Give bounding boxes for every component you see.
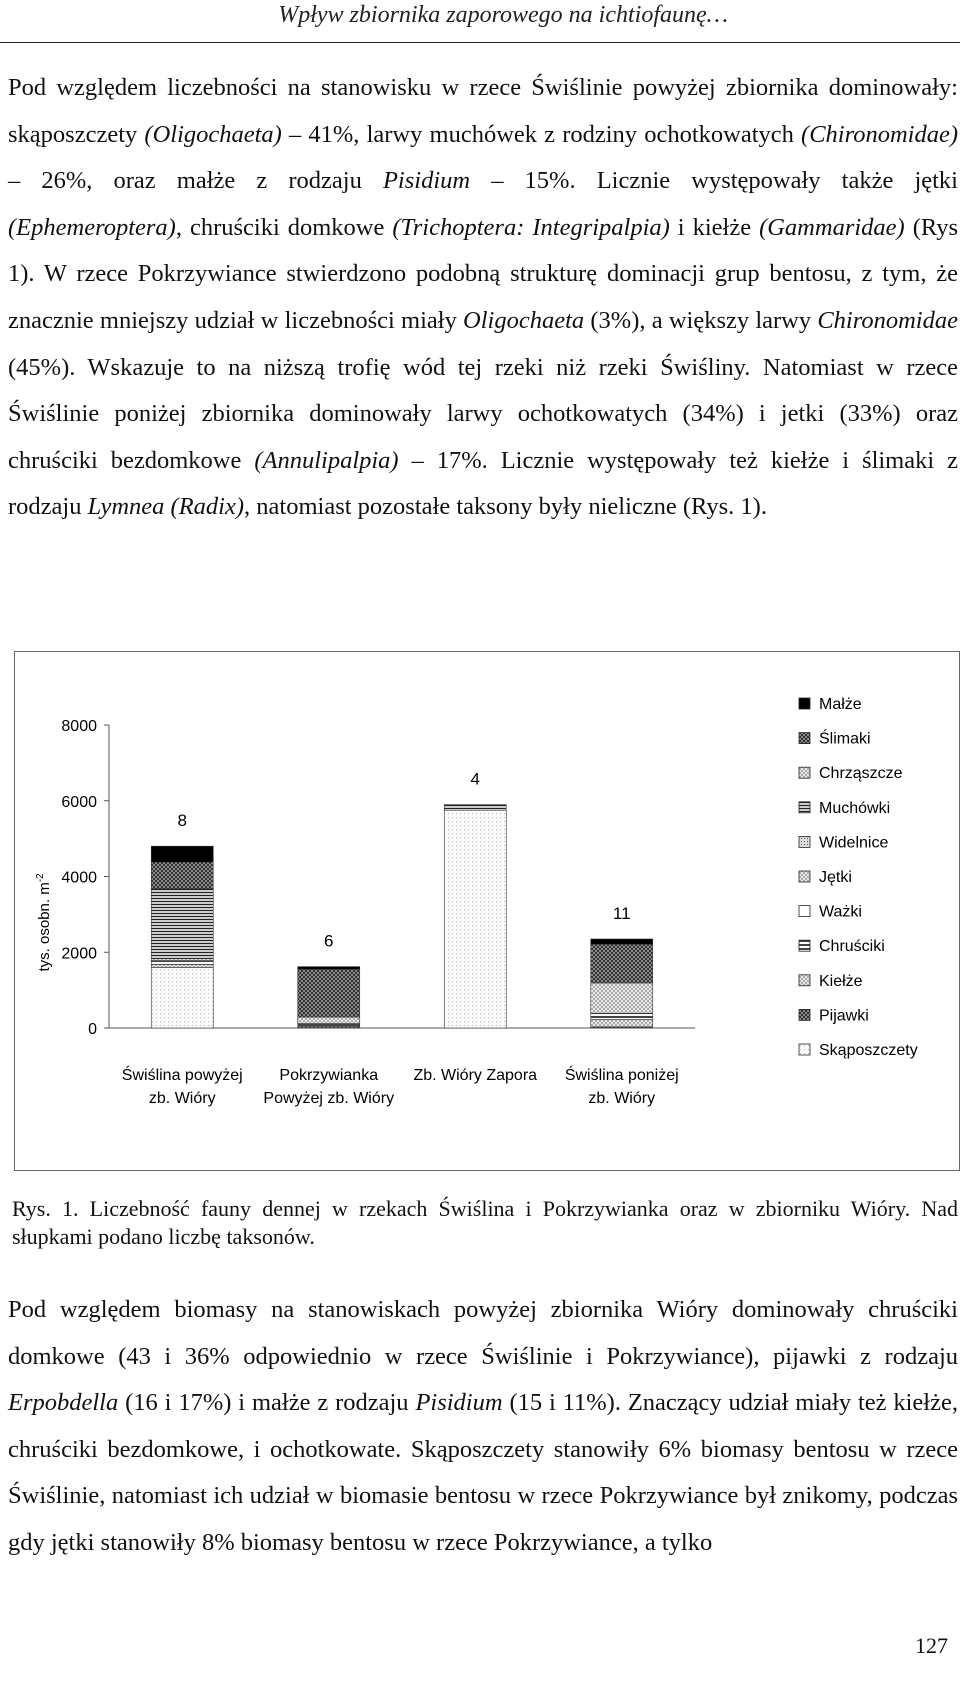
bar-segment bbox=[151, 961, 213, 965]
running-title: Wpływ zbiornika zaporowego na ichtiofaunę… bbox=[278, 2, 728, 28]
para1-run: (Gammaridae) bbox=[759, 213, 905, 241]
y-tick-label: 8000 bbox=[61, 718, 97, 735]
bar-segment bbox=[591, 1013, 653, 1019]
para1-run: Pisidium bbox=[382, 167, 471, 195]
paragraph-1 bbox=[8, 65, 958, 531]
bar-segment bbox=[298, 969, 360, 1017]
x-category-label: Zb. Wióry Zapora bbox=[413, 1067, 538, 1084]
taxa-count-label: 6 bbox=[324, 931, 334, 951]
para1-run: (Trichoptera: Integripalpia) bbox=[392, 213, 670, 241]
para1-run: Pod względem liczebności na stanowisku w rzece Świślinie powyżej zbiornika dominowały: skąposzczety bbox=[8, 74, 958, 148]
page-header bbox=[0, 0, 960, 43]
para1-run: , chruściki domkowe bbox=[175, 213, 393, 241]
figure-caption: Rys. 1. Liczebność fauny dennej w rzekach Świślina i Pokrzywianka oraz w zbiorniku Wióry. Nad słupkami podano liczbę taksonów. bbox=[12, 1196, 958, 1249]
bar-segment bbox=[151, 846, 213, 862]
legend-label: Ważki bbox=[819, 903, 862, 921]
para1-run: (Chironomidae) bbox=[801, 120, 958, 148]
taxa-count-label: 4 bbox=[470, 769, 480, 789]
para2-run: Pod względem biomasy na stanowiskach powyżej zbiornika Wióry dominowały chruściki domkowe (43 i 36% odpowiednio w rzece Świślinie i Pokrzywiance), pijawki z rodzaju bbox=[8, 1296, 958, 1370]
para1-run: , natomiast pozostałe taksony były nieliczne (Rys. 1). bbox=[244, 493, 767, 521]
legend-label: Pijawki bbox=[819, 1007, 869, 1025]
legend-swatch bbox=[799, 1009, 810, 1020]
legend-swatch bbox=[799, 733, 810, 744]
x-category-label: Pokrzywianka bbox=[279, 1067, 379, 1084]
legend-swatch bbox=[799, 871, 810, 882]
paragraph-2 bbox=[8, 1287, 958, 1567]
legend-label: Muchówki bbox=[819, 799, 891, 817]
legend-label: Ślimaki bbox=[819, 730, 871, 748]
y-tick-label: 2000 bbox=[61, 945, 97, 963]
page-number: 127 bbox=[915, 1633, 948, 1658]
legend-swatch bbox=[799, 698, 810, 709]
para1-run: (Ephemeroptera) bbox=[8, 213, 176, 241]
y-tick-label: 6000 bbox=[61, 793, 97, 811]
para1-run: i kiełże bbox=[669, 213, 760, 241]
bar-segment bbox=[298, 1023, 360, 1026]
y-axis-label: tys. osobn. $m^{-2}$ bbox=[35, 873, 53, 972]
legend-swatch bbox=[799, 906, 810, 917]
para1-run: Chironomidae bbox=[817, 306, 958, 334]
bar-segment bbox=[151, 862, 213, 889]
para1-run: (Annulipalpia) bbox=[254, 446, 399, 474]
para1-run: Lymnea (Radix) bbox=[87, 493, 245, 521]
bar-segment bbox=[151, 967, 213, 1028]
legend-label: Skąposzczety bbox=[819, 1042, 918, 1059]
para2-run: (15 i 11%). Znaczący udział miały też kiełże, chruściki bezdomkowe, i ochotkowate. Skąposzczety stanowiły 6% biomasy bentosu w rzece Świślinie, natomiast ich udział w biomasie bentosu w rzece Pokrzywiance był znikomy, podczas gdy jętki stanowiły 8% biomasy bentosu w rzece Pokrzywiance, a tylko bbox=[8, 1389, 958, 1556]
x-category-label: zb. Wióry bbox=[588, 1090, 656, 1107]
legend-label: Jętki bbox=[819, 869, 852, 886]
para1-run: (Oligochaeta) bbox=[144, 120, 282, 148]
legend-swatch bbox=[799, 940, 810, 951]
bar-segment bbox=[444, 805, 506, 811]
para1-run: – 41%, larwy muchówek z rodziny ochotkowatych bbox=[281, 120, 802, 148]
para1-run: – 26%, oraz małże z rodzaju bbox=[8, 167, 383, 195]
stacked-bar-chart bbox=[15, 652, 960, 1172]
figure-1 bbox=[14, 651, 960, 1171]
x-category-label: Powyżej zb. Wióry bbox=[263, 1090, 395, 1107]
y-tick-label: 0 bbox=[88, 1021, 97, 1038]
para1-run: Oligochaeta bbox=[463, 306, 585, 334]
bar-segment bbox=[151, 889, 213, 959]
legend-swatch bbox=[799, 836, 810, 847]
para2-run: Pisidium bbox=[415, 1389, 503, 1417]
bar-segment bbox=[591, 939, 653, 944]
bar-segment bbox=[298, 967, 360, 970]
para2-run: (16 i 17%) i małże z rodzaju bbox=[118, 1389, 416, 1417]
legend-label: Małże bbox=[819, 696, 862, 713]
bar-segment bbox=[591, 983, 653, 1013]
legend-swatch bbox=[799, 802, 810, 813]
bar-segment bbox=[591, 1019, 653, 1027]
legend-swatch bbox=[799, 1044, 810, 1055]
legend-label: Widelnice bbox=[819, 834, 889, 852]
para1-run: (3%), a większy larwy bbox=[584, 306, 818, 334]
para1-run: – 17%. Licznie występowały też kiełże i ślimaki z rodzaju bbox=[8, 446, 958, 521]
y-tick-label: 4000 bbox=[61, 869, 97, 887]
legend-label: Chrząszcze bbox=[819, 765, 903, 783]
legend-label: Kiełże bbox=[819, 972, 863, 990]
legend-swatch bbox=[799, 975, 810, 986]
bar-segment bbox=[444, 810, 506, 1028]
para2-run: Erpobdella bbox=[8, 1389, 119, 1417]
taxa-count-label: 11 bbox=[612, 903, 631, 923]
x-category-label: zb. Wióry bbox=[148, 1090, 216, 1107]
x-category-label: Świślina poniżej bbox=[564, 1067, 679, 1084]
para1-run: (45%). Wskazuje to na niższą trofię wód tej rzeki niż rzeki Świśliny. Natomiast w rzece Świślinie poniżej zbiornika dominowały larwy ochotkowatych (34%) i jetki (33%) oraz chruściki bezdomkowe bbox=[8, 353, 958, 474]
para1-run: (Rys 1). W rzece Pokrzywiance stwierdzono podobną strukturę dominacji grup bentosu, z tym, że znacznie mniejszy udział w liczebności miały bbox=[8, 213, 958, 334]
legend-label: Chruściki bbox=[819, 938, 885, 956]
legend-swatch bbox=[799, 767, 810, 778]
bar-segment bbox=[151, 964, 213, 967]
taxa-count-label: 8 bbox=[177, 811, 187, 831]
x-category-label: Świślina powyżej bbox=[121, 1067, 243, 1084]
para1-run: – 15%. Licznie występowały także jętki bbox=[470, 167, 958, 195]
bar-segment bbox=[298, 1017, 360, 1023]
bar-segment bbox=[591, 944, 653, 983]
